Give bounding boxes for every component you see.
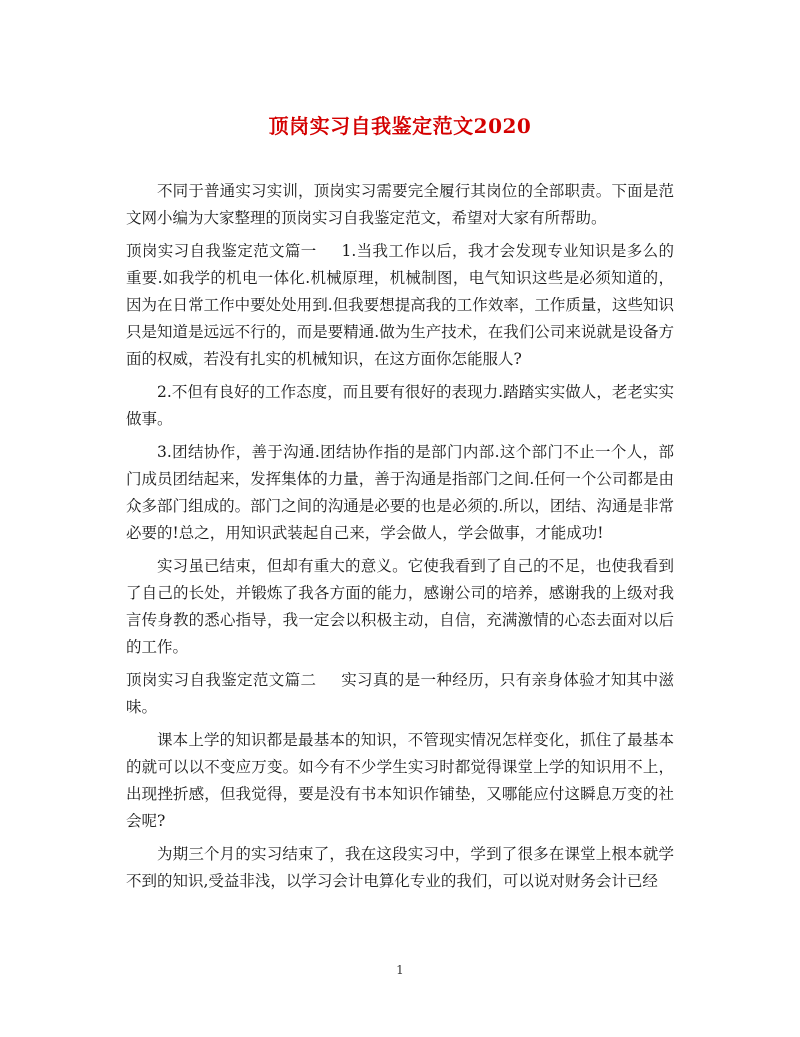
section1-paragraph-1: 1.当我工作以后，我才会发现专业知识是多么的重要.如我学的机电一体化.机械原理，机械制图，电气知识这些是必须知道的，因为在日常工作中要处处用到.但我要想提高我的工作效率，工作质量，这些知识只是知道是远远不行的，而是要精通.做为生产技术，在我们公司来说就是设备方面的权威，若没有扎实的机械知识，在这方面你怎能服人? (126, 242, 674, 368)
section2-first-paragraph (126, 667, 674, 721)
document-title: 顶岗实习自我鉴定范文2020 (268, 114, 532, 138)
page-number: 1 (396, 963, 404, 977)
section2-heading: 顶岗实习自我鉴定范文篇二 (126, 671, 317, 689)
section2-paragraph-2: 课本上学的知识都是最基本的知识，不管现实情况怎样变化，抓住了最基本的就可以以不变应万变。如今有不少学生实习时都觉得课堂上学的知识用不上，出现挫折感，但我觉得，要是没有书本知识作铺垫，又哪能应付这瞬息万变的社会呢? (126, 731, 674, 830)
intro-paragraph: 不同于普通实习实训，顶岗实习需要完全履行其岗位的全部职责。下面是范文网小编为大家整理的顶岗实习自我鉴定范文，希望对大家有所帮助。 (126, 182, 674, 227)
section1-first-paragraph (126, 238, 674, 373)
section2-paragraph-3: 为期三个月的实习结束了，我在这段实习中，学到了很多在课堂上根本就学不到的知识,受益非浅，以学习会计电算化专业的我们，可以说对财务会计已经 (126, 845, 674, 890)
section1-paragraph-3: 3.团结协作，善于沟通.团结协作指的是部门内部.这个部门不止一个人，部门成员团结起来，发挥集体的力量，善于沟通是指部门之间.任何一个公司都是由众多部门组成的。部门之间的沟通是必要的也是必须的.所以，团结、沟通是非常必要的!总之，用知识武装起自己来，学会做人，学会做事，才能成功! (126, 443, 674, 542)
section2-paragraph-1: 实习真的是一种经历，只有亲身体验才知其中滋味。 (126, 671, 674, 716)
section1-heading: 顶岗实习自我鉴定范文篇一 (126, 242, 317, 260)
document-body (126, 178, 674, 901)
section1-paragraph-2: 2.不但有良好的工作态度，而且要有很好的表现力.踏踏实实做人，老老实实做事。 (126, 383, 674, 428)
section1-paragraph-4: 实习虽已结束，但却有重大的意义。它使我看到了自己的不足，也使我看到了自己的长处，并锻炼了我各方面的能力，感谢公司的培养，感谢我的上级对我言传身教的悉心指导，我一定会以积极主动，自信，充满激情的心态去面对以后的工作。 (126, 557, 674, 656)
